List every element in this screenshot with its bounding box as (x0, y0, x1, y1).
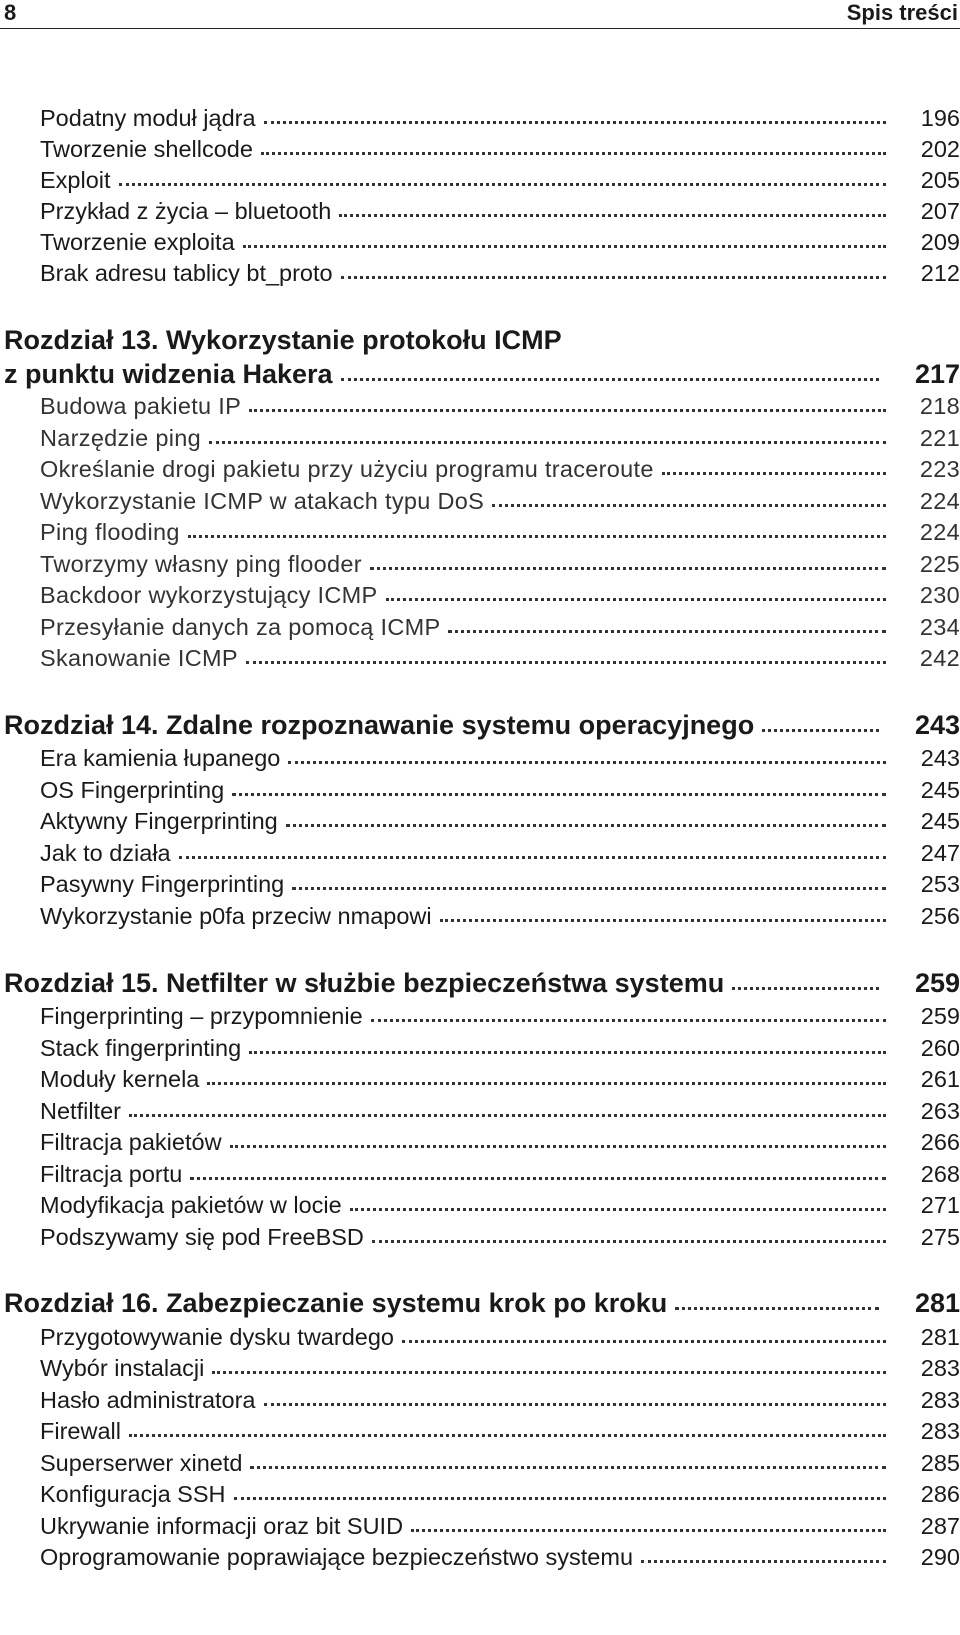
toc-entry-page: 205 (920, 167, 960, 193)
dot-leader (286, 823, 886, 827)
toc-entry[interactable] (40, 1321, 960, 1351)
dot-leader (288, 760, 886, 764)
chapter-heading[interactable] (4, 357, 960, 389)
page-header (0, 0, 960, 29)
toc-entry-title: Ping flooding (40, 519, 180, 545)
dot-leader (371, 1018, 886, 1022)
toc-entry-page: 275 (920, 1224, 960, 1250)
dot-leader (250, 1465, 886, 1469)
toc-entry-title: Filtracja pakietów (40, 1129, 222, 1155)
dot-leader (762, 728, 879, 732)
chapter-page: 243 (914, 710, 960, 740)
toc-entry-page: 209 (920, 229, 960, 255)
toc-entry[interactable] (40, 579, 960, 609)
toc-entry[interactable] (40, 1221, 960, 1251)
toc-entry[interactable] (40, 1415, 960, 1445)
dot-leader (188, 534, 886, 538)
toc-entry[interactable] (40, 257, 960, 287)
toc-entry[interactable] (40, 516, 960, 546)
dot-leader (179, 855, 886, 859)
dot-leader (190, 1176, 886, 1180)
toc-entry[interactable] (40, 742, 960, 772)
toc-entry-page: 283 (920, 1418, 960, 1444)
dot-leader (129, 1433, 886, 1437)
toc-entry-page: 247 (920, 840, 960, 866)
dot-leader (264, 1402, 886, 1406)
toc-entry[interactable] (40, 1063, 960, 1093)
toc-entry-title: Superserwer xinetd (40, 1450, 243, 1476)
toc-entry-title: Backdoor wykorzystujący ICMP (40, 582, 378, 608)
toc-entry-page: 286 (920, 1481, 960, 1507)
toc-entry-title: Przygotowywanie dysku twardego (40, 1324, 394, 1350)
dot-leader (341, 377, 879, 381)
dot-leader (249, 408, 886, 412)
toc-entry-title: Hasło administratora (40, 1387, 256, 1413)
dot-leader (662, 471, 886, 475)
toc-entry[interactable] (40, 837, 960, 867)
toc-entry-page: 224 (919, 519, 960, 545)
toc-entry-page: 242 (919, 645, 960, 671)
dot-leader (243, 244, 886, 248)
dot-leader (261, 151, 886, 155)
toc-entry[interactable] (40, 226, 960, 256)
toc-entry-title: OS Fingerprinting (40, 777, 225, 803)
toc-entry-page: 268 (920, 1161, 960, 1187)
toc-entry-title: Określanie drogi pakietu przy użyciu programu traceroute (40, 456, 654, 482)
dot-leader (675, 1306, 879, 1310)
chapter-heading[interactable] (4, 708, 960, 740)
toc-entry-page: 245 (920, 808, 960, 834)
toc-entry-page: 218 (919, 393, 960, 419)
toc-entry-page: 260 (920, 1035, 960, 1061)
page-number: 8 (4, 0, 17, 25)
dot-leader (386, 597, 887, 601)
toc-entry[interactable] (40, 1447, 960, 1477)
chapter-heading[interactable] (4, 1286, 960, 1318)
toc-entry-title: Jak to działa (40, 840, 171, 866)
toc-entry-page: 202 (920, 136, 960, 162)
dot-leader (232, 792, 886, 796)
toc-entry[interactable] (40, 1541, 960, 1571)
toc-entry[interactable] (40, 485, 960, 515)
toc-entry-page: 230 (919, 582, 960, 608)
dot-leader (292, 886, 886, 890)
chapter-title: Rozdział 15. Netfilter w służbie bezpieczeństwa systemu (4, 968, 725, 998)
toc-entry-page: 271 (920, 1192, 960, 1218)
dot-leader (234, 1496, 887, 1500)
dot-leader (339, 213, 886, 217)
toc-entry-page: 259 (920, 1003, 960, 1029)
dot-leader (440, 918, 886, 922)
toc-entry-page: 225 (919, 551, 960, 577)
toc-entry-title: Tworzymy własny ping flooder (40, 551, 362, 577)
toc-entry-title: Era kamienia łupanego (40, 745, 281, 771)
dot-leader (641, 1559, 886, 1563)
toc-entry[interactable] (40, 805, 960, 835)
toc-entry-page: 283 (920, 1387, 960, 1413)
toc-entry-title: Stack fingerprinting (40, 1035, 242, 1061)
toc-entry-title: Filtracja portu (40, 1161, 183, 1187)
toc-entry[interactable] (40, 453, 960, 483)
toc-entry[interactable] (40, 133, 960, 163)
toc-entry-title: Firewall (40, 1418, 121, 1444)
toc-entry[interactable] (40, 1032, 960, 1062)
dot-leader (448, 629, 886, 633)
toc-entry-page: 266 (920, 1129, 960, 1155)
toc-entry[interactable] (40, 642, 960, 672)
toc-entry[interactable] (40, 868, 960, 898)
chapter-title[interactable]: Rozdział 13. Wykorzystanie protokołu ICMP (4, 325, 562, 355)
toc-entry-title: Skanowanie ICMP (40, 645, 238, 671)
dot-leader (207, 1081, 886, 1085)
toc-entry[interactable] (40, 1352, 960, 1382)
toc-entry-page: 261 (920, 1066, 960, 1092)
toc-entry-title: Modyfikacja pakietów w locie (40, 1192, 342, 1218)
toc-entry[interactable] (40, 774, 960, 804)
toc-entry[interactable] (40, 1158, 960, 1188)
toc-entry-title: Wykorzystanie p0fa przeciw nmapowi (40, 903, 432, 929)
dot-leader (492, 503, 886, 507)
dot-leader (411, 1528, 886, 1532)
toc-entry-page: 253 (920, 871, 960, 897)
toc-entry-page: 285 (920, 1450, 960, 1476)
toc-entry[interactable] (40, 548, 960, 578)
toc-entry-title: Wykorzystanie ICMP w atakach typu DoS (40, 488, 485, 514)
toc-entry-title: Netfilter (40, 1098, 121, 1124)
chapter-title: Rozdział 14. Zdalne rozpoznawanie systemu operacyjnego (4, 710, 755, 740)
toc-entry-title: Fingerprinting – przypomnienie (40, 1003, 363, 1029)
toc-entry-page: 243 (920, 745, 960, 771)
toc-entry[interactable] (40, 1000, 960, 1030)
toc-entry-title: Pasywny Fingerprinting (40, 871, 285, 897)
toc-entry-title: Budowa pakietu IP (40, 393, 242, 419)
toc-entry-page: 224 (919, 488, 960, 514)
toc-entry[interactable] (40, 102, 960, 132)
chapter-page: 281 (914, 1288, 960, 1318)
toc-entry-page: 245 (920, 777, 960, 803)
chapter-heading[interactable] (4, 966, 960, 998)
toc-entry-page: 281 (920, 1324, 960, 1350)
dot-leader (350, 1207, 886, 1211)
toc-entry-title: Aktywny Fingerprinting (40, 808, 278, 834)
toc-entry-title: Tworzenie exploita (40, 229, 235, 255)
dot-leader (264, 120, 886, 124)
chapter-page: 217 (914, 359, 960, 389)
toc-entry-title: Narzędzie ping (40, 425, 201, 451)
toc-entry-page: 221 (919, 425, 960, 451)
toc-entry-page: 256 (920, 903, 960, 929)
toc-entry-title: Exploit (40, 167, 111, 193)
toc-entry[interactable] (40, 1510, 960, 1540)
toc-entry-title: Przesyłanie danych za pomocą ICMP (40, 614, 441, 640)
toc-entry[interactable] (40, 1095, 960, 1125)
toc-entry-title: Podszywamy się pod FreeBSD (40, 1224, 364, 1250)
toc-entry-title: Przykład z życia – bluetooth (40, 198, 332, 224)
dot-leader (119, 182, 886, 186)
toc-entry[interactable] (40, 422, 960, 452)
chapter-title: Rozdział 16. Zabezpieczanie systemu krok po kroku (4, 1288, 668, 1318)
toc-entry[interactable] (40, 1478, 960, 1508)
toc-entry-page: 283 (920, 1355, 960, 1381)
dot-leader (209, 440, 886, 444)
toc-entry[interactable] (40, 611, 960, 641)
chapter-page: 259 (914, 968, 960, 998)
dot-leader (249, 1050, 886, 1054)
toc-entry-title: Wybór instalacji (40, 1355, 205, 1381)
toc-entry[interactable] (40, 900, 960, 930)
toc-entry-page: 212 (920, 260, 960, 286)
running-title: Spis treści (846, 0, 958, 25)
toc-entry-page: 223 (919, 456, 960, 482)
toc-entry-page: 234 (919, 614, 960, 640)
dot-leader (212, 1370, 886, 1374)
toc-entry[interactable] (40, 164, 960, 194)
toc-entry-page: 263 (920, 1098, 960, 1124)
toc-entry[interactable] (40, 1384, 960, 1414)
toc-entry[interactable] (40, 390, 960, 420)
chapter-title-continued: z punktu widzenia Hakera (4, 359, 333, 389)
toc-entry-page: 287 (920, 1513, 960, 1539)
toc-entry-title: Oprogramowanie poprawiające bezpieczeństwo systemu (40, 1544, 634, 1570)
toc-entry[interactable] (40, 195, 960, 225)
toc-entry-page: 290 (920, 1544, 960, 1570)
toc-entry-title: Moduły kernela (40, 1066, 200, 1092)
toc-entry[interactable] (40, 1126, 960, 1156)
toc-entry[interactable] (40, 1189, 960, 1219)
dot-leader (230, 1144, 886, 1148)
toc-entry-page: 196 (920, 105, 960, 131)
dot-leader (372, 1239, 886, 1243)
toc-entry-title: Konfiguracja SSH (40, 1481, 226, 1507)
toc-entry-title: Brak adresu tablicy bt_proto (40, 260, 333, 286)
toc-entry-title: Ukrywanie informacji oraz bit SUID (40, 1513, 404, 1539)
dot-leader (129, 1113, 886, 1117)
dot-leader (402, 1339, 886, 1343)
dot-leader (732, 986, 879, 990)
dot-leader (246, 660, 886, 664)
dot-leader (370, 566, 886, 570)
toc-entry-page: 207 (920, 198, 960, 224)
toc-entry-title: Podatny moduł jądra (40, 105, 256, 131)
dot-leader (341, 275, 886, 279)
toc-entry-title: Tworzenie shellcode (40, 136, 253, 162)
